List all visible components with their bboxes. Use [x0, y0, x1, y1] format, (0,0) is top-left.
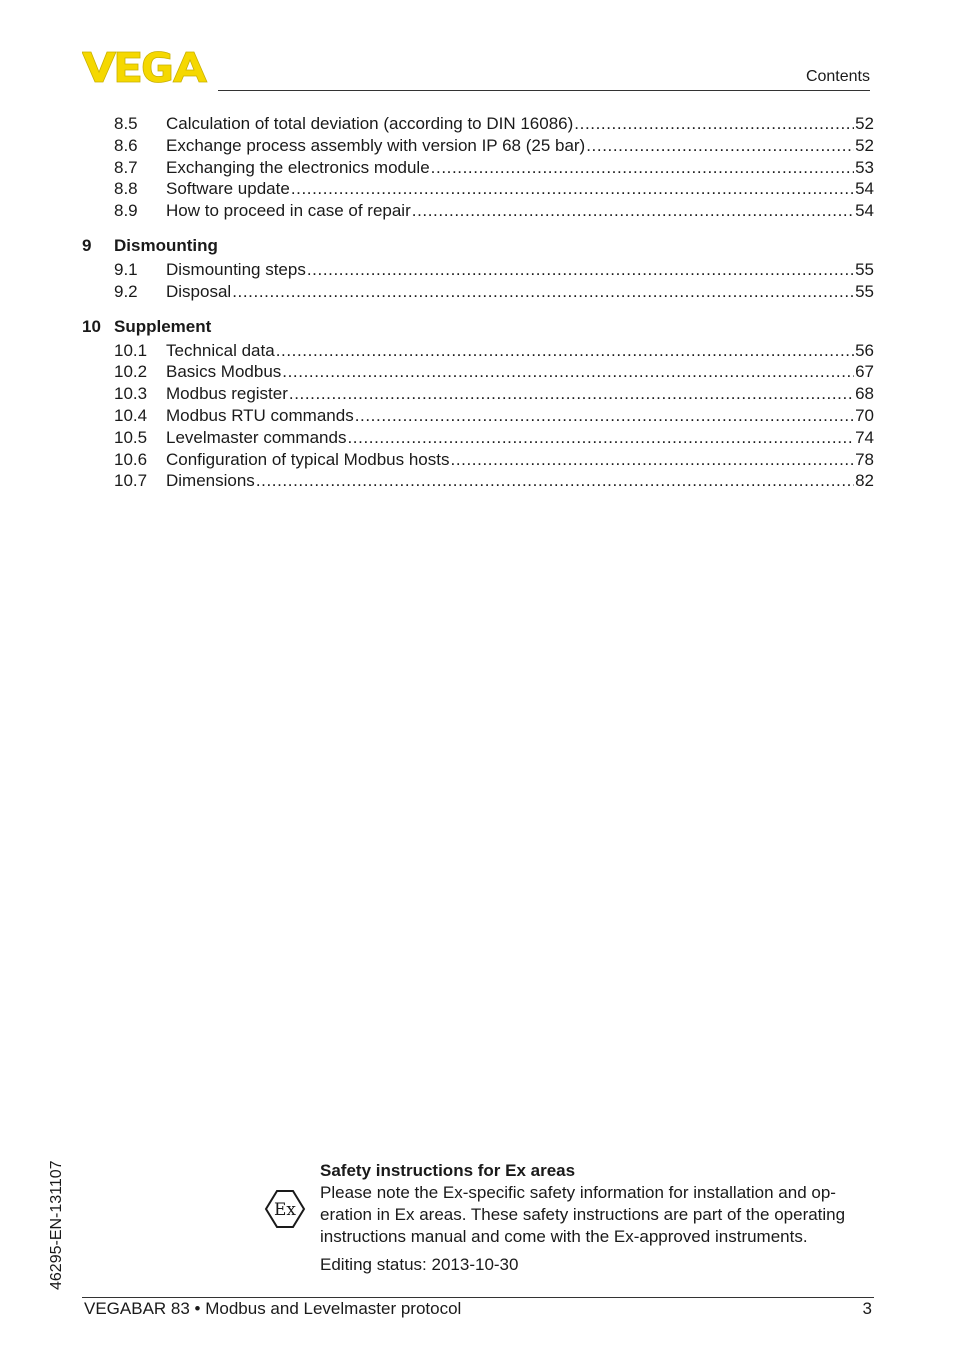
toc-entry-page: 56	[855, 340, 874, 360]
footer-document-title: VEGABAR 83 • Modbus and Levelmaster protocol	[84, 1299, 462, 1318]
toc-entry-number: 9.1	[114, 259, 138, 279]
toc-chapter-dismounting	[82, 234, 874, 303]
footer-page-number: 3	[862, 1299, 872, 1318]
toc-leader-dots	[276, 340, 854, 362]
toc-entry[interactable]	[82, 405, 874, 427]
toc-entry-number: 10.4	[114, 405, 148, 425]
toc-entry-page: 70	[855, 405, 874, 425]
toc-entry-title: Dismounting steps	[166, 259, 306, 279]
ex-icon	[264, 1188, 306, 1230]
toc-entry-number: 10.7	[114, 471, 148, 491]
toc-entry-page: 74	[855, 427, 874, 447]
toc-chapter-title: Dismounting	[114, 235, 218, 255]
toc-chapter-number: 10	[82, 316, 101, 336]
toc-leader-dots	[431, 157, 854, 179]
toc-leader-dots	[586, 135, 854, 157]
toc-entry-title: Dimensions	[166, 471, 255, 491]
toc-leader-dots	[347, 427, 854, 449]
toc-chapter-supplement	[82, 315, 874, 493]
toc-entry[interactable]	[82, 157, 874, 179]
header-rule	[218, 90, 870, 91]
toc-chapter-number: 9	[82, 235, 92, 255]
toc-entry-title: Modbus RTU commands	[166, 405, 354, 425]
toc-entry-number: 8.7	[114, 157, 138, 177]
toc-entry-title: Basics Modbus	[166, 362, 282, 382]
toc-entry-title: Configuration of typical Modbus hosts	[166, 449, 450, 469]
toc-entry-number: 9.2	[114, 281, 138, 301]
toc-entry-page: 68	[855, 384, 874, 404]
toc-entry[interactable]	[82, 383, 874, 405]
toc-entry[interactable]	[82, 113, 874, 135]
toc-entry-title: Calculation of total deviation (according to DIN 16086)	[166, 114, 574, 133]
toc-entry-number: 10.5	[114, 427, 148, 447]
toc-entry[interactable]	[82, 449, 874, 471]
toc-entry[interactable]	[82, 178, 874, 200]
safety-body: Please note the Ex-specific safety information for installation and op-eration in Ex areas. These safety instructions are part of the operating instructions manual and come with the Ex-approved instruments.	[320, 1183, 846, 1246]
toc-entry-number: 8.8	[114, 179, 138, 199]
toc-entry[interactable]	[82, 340, 874, 362]
toc-entry-page: 52	[855, 135, 874, 155]
toc-chapter-heading[interactable]	[82, 315, 874, 339]
toc-entry-page: 54	[855, 179, 874, 199]
toc-leader-dots	[307, 259, 854, 281]
toc-entry-page: 82	[855, 471, 874, 491]
editing-status: Editing status: 2013-10-30	[320, 1255, 519, 1274]
toc-leader-dots	[232, 281, 854, 303]
toc-entry-number: 8.5	[114, 114, 138, 133]
toc-entry-page: 55	[855, 259, 874, 279]
toc-entry[interactable]	[82, 470, 874, 492]
toc-chapter-title: Supplement	[114, 316, 212, 336]
toc-entry[interactable]	[82, 259, 874, 281]
toc-entry[interactable]	[82, 361, 874, 383]
table-of-contents	[82, 113, 874, 504]
safety-notice	[320, 1160, 880, 1276]
toc-entry-page: 78	[855, 449, 874, 469]
footer-rule	[82, 1297, 874, 1298]
toc-entry-title: How to proceed in case of repair	[166, 201, 411, 221]
toc-entry-number: 8.9	[114, 201, 138, 221]
toc-leader-dots	[574, 113, 854, 135]
toc-entry-page: 55	[855, 281, 874, 301]
toc-leader-dots	[355, 405, 854, 427]
toc-entry-title: Disposal	[166, 281, 232, 301]
toc-leader-dots	[451, 449, 855, 471]
toc-entry-title: Exchange process assembly with version IP 68 (25 bar)	[166, 135, 586, 155]
toc-chapter-heading[interactable]	[82, 234, 874, 258]
toc-entry-page: 54	[855, 201, 874, 221]
toc-leader-dots	[291, 178, 854, 200]
toc-entry-title: Levelmaster commands	[166, 427, 347, 447]
toc-entry-title: Technical data	[166, 340, 275, 360]
toc-entry-page: 53	[855, 157, 874, 177]
running-header-section: Contents	[805, 68, 870, 85]
document-code: 46295-EN-131107	[48, 1160, 65, 1290]
toc-leader-dots	[282, 361, 854, 383]
toc-entry[interactable]	[82, 200, 874, 222]
vega-logo	[82, 50, 212, 84]
toc-entry-number: 10.2	[114, 362, 148, 382]
toc-entry-number: 10.3	[114, 384, 148, 404]
safety-title: Safety instructions for Ex areas	[320, 1161, 576, 1180]
toc-prefix-group	[82, 113, 874, 222]
toc-entry-number: 10.1	[114, 340, 148, 360]
toc-leader-dots	[256, 470, 854, 492]
toc-entry-page: 52	[855, 114, 874, 133]
toc-entry[interactable]	[82, 135, 874, 157]
toc-entry-number: 8.6	[114, 135, 138, 155]
toc-entry-page: 67	[855, 362, 874, 382]
svg-text:Ex: Ex	[274, 1200, 296, 1220]
toc-entry[interactable]	[82, 281, 874, 303]
toc-leader-dots	[412, 200, 854, 222]
toc-entry-title: Software update	[166, 179, 290, 199]
toc-entry-number: 10.6	[114, 449, 148, 469]
toc-entry[interactable]	[82, 427, 874, 449]
toc-leader-dots	[289, 383, 854, 405]
toc-entry-title: Exchanging the electronics module	[166, 157, 430, 177]
toc-entry-title: Modbus register	[166, 384, 288, 404]
